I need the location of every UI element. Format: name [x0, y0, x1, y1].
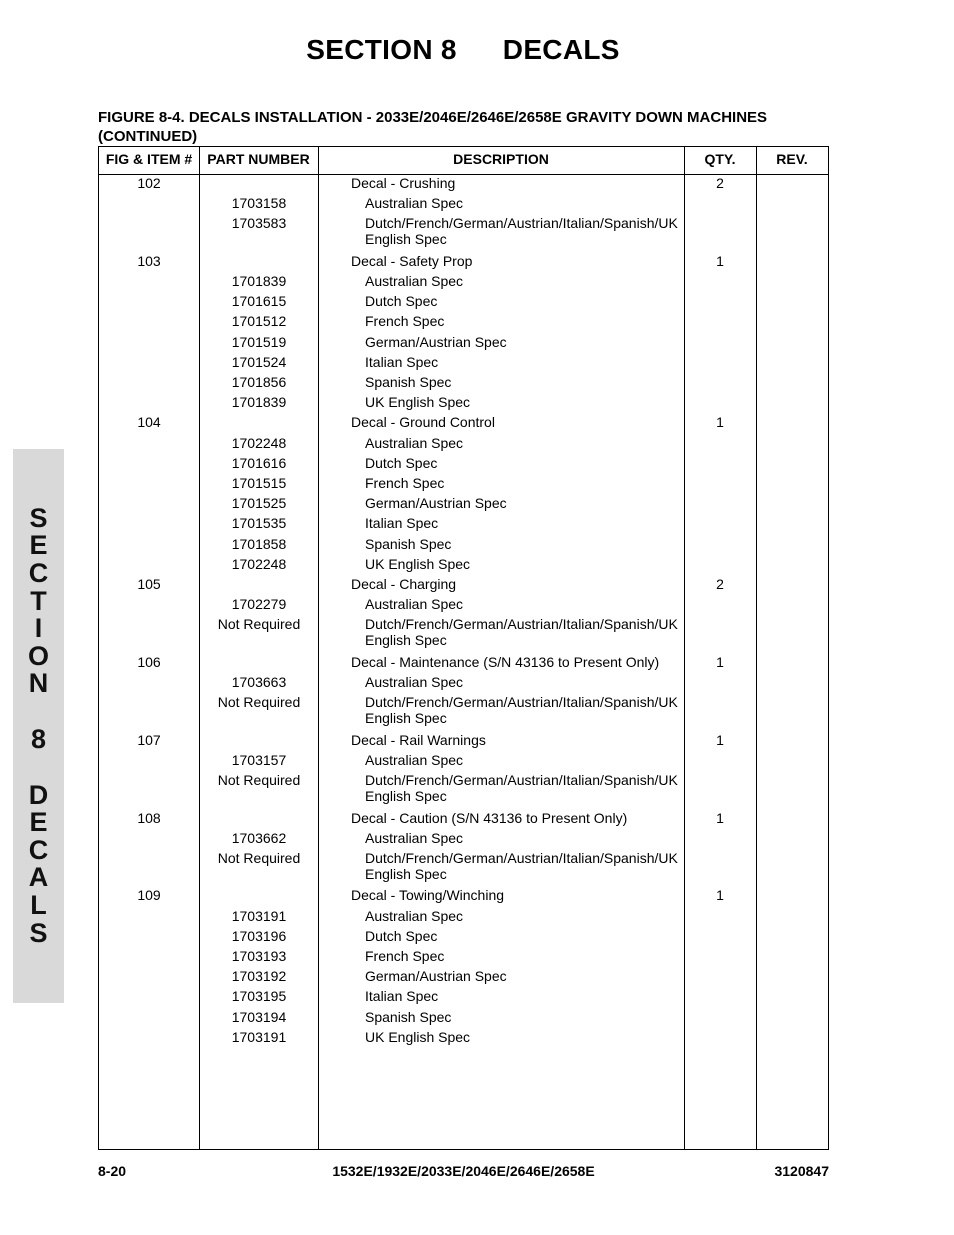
table-row — [99, 654, 828, 674]
qty-cell: 1 — [716, 887, 724, 904]
side-tab-letter: E — [29, 807, 48, 838]
table-row — [99, 596, 828, 616]
table-row — [99, 556, 828, 576]
table-row — [99, 414, 828, 434]
description-cell: Decal - Safety Prop — [351, 252, 473, 269]
section-side-tab — [13, 449, 64, 1003]
description-cell: Dutch/French/German/Austrian/Italian/Spanish/UK English Spec — [365, 772, 678, 804]
table-row — [99, 273, 828, 293]
table-row — [99, 475, 828, 495]
description-cell: French Spec — [365, 313, 445, 330]
part-number-cell: 1701519 — [231, 333, 287, 350]
description-cell: Decal - Towing/Winching — [351, 887, 505, 904]
header-part-number: PART NUMBER — [207, 151, 310, 167]
description-cell: Italian Spec — [365, 515, 439, 532]
table-row — [99, 887, 828, 907]
description-cell: Australian Spec — [365, 434, 464, 451]
side-tab-letter: C — [28, 558, 49, 589]
fig-item-cell: 104 — [137, 414, 161, 431]
description-cell: Australian Spec — [365, 596, 464, 613]
table-row — [99, 374, 828, 394]
side-tab-letter: A — [28, 862, 49, 893]
table-row — [99, 215, 828, 253]
table-row — [99, 674, 828, 694]
description-cell: UK English Spec — [365, 1028, 471, 1045]
part-number-cell: 1701524 — [231, 353, 287, 370]
table-row — [99, 354, 828, 374]
side-tab-letter: C — [28, 834, 49, 865]
description-cell: Dutch Spec — [365, 927, 438, 944]
parts-table — [98, 146, 829, 1150]
table-row — [99, 253, 828, 273]
description-cell: French Spec — [365, 474, 445, 491]
table-row — [99, 435, 828, 455]
table-row — [99, 948, 828, 968]
part-number-cell: Not Required — [217, 694, 301, 711]
page-number: 8-20 — [98, 1163, 127, 1179]
table-row — [99, 313, 828, 333]
description-cell: Italian Spec — [365, 353, 439, 370]
qty-cell: 1 — [716, 809, 724, 826]
section-name: DECALS — [502, 34, 620, 65]
table-row — [99, 293, 828, 313]
part-number-cell: Not Required — [217, 849, 301, 866]
part-number-cell: 1701535 — [231, 515, 287, 532]
side-tab-letter: L — [30, 889, 47, 920]
description-cell: Australian Spec — [365, 273, 464, 290]
document-number: 3120847 — [774, 1163, 829, 1179]
side-tab-letter: 8 — [30, 724, 47, 754]
table-row — [99, 810, 828, 830]
qty-cell: 1 — [716, 252, 724, 269]
part-number-cell: 1701839 — [231, 394, 287, 411]
fig-item-cell: 105 — [137, 575, 161, 592]
description-cell: Australian Spec — [365, 673, 464, 690]
description-cell: German/Austrian Spec — [365, 333, 507, 350]
header-qty: QTY. — [704, 151, 736, 167]
table-row — [99, 515, 828, 535]
table-row — [99, 908, 828, 928]
part-number-cell: 1703191 — [231, 907, 287, 924]
part-number-cell: 1701856 — [231, 374, 287, 390]
table-row — [99, 1009, 828, 1029]
table-row — [99, 536, 828, 556]
part-number-cell: 1703157 — [231, 751, 287, 768]
description-cell: Australian Spec — [365, 751, 464, 768]
section-heading — [0, 34, 926, 66]
part-number-cell: 1701615 — [231, 293, 287, 310]
table-row — [99, 1029, 828, 1049]
part-number-cell: 1702279 — [231, 596, 287, 613]
side-tab-letter: T — [30, 585, 47, 616]
qty-cell: 1 — [716, 653, 724, 670]
table-row — [99, 928, 828, 948]
part-number-cell: 1703583 — [231, 215, 287, 232]
description-cell: Decal - Caution (S/N 43136 to Present Only) — [351, 809, 628, 826]
table-row — [99, 850, 828, 888]
description-cell: Dutch Spec — [365, 293, 438, 310]
description-cell: French Spec — [365, 947, 445, 964]
fig-item-cell: 106 — [137, 653, 161, 670]
description-cell: Decal - Rail Warnings — [351, 731, 486, 748]
part-number-cell: 1701515 — [231, 474, 287, 491]
fig-item-cell: 108 — [137, 809, 161, 826]
side-tab-letter: D — [28, 779, 49, 810]
side-tab-letter: S — [29, 502, 48, 533]
table-row — [99, 772, 828, 810]
description-cell: Dutch/French/German/Austrian/Italian/Spanish/UK English Spec — [365, 215, 678, 248]
table-header — [99, 147, 828, 175]
description-cell: UK English Spec — [365, 555, 471, 572]
table-row — [99, 830, 828, 850]
qty-cell: 2 — [716, 575, 724, 592]
side-tab-letter: N — [28, 668, 49, 699]
description-cell: Australian Spec — [365, 829, 464, 846]
description-cell: Australian Spec — [365, 907, 464, 924]
description-cell: Spanish Spec — [365, 535, 452, 552]
table-row — [99, 455, 828, 475]
table-row — [99, 732, 828, 752]
qty-cell: 1 — [716, 731, 724, 748]
description-cell: Australian Spec — [365, 195, 464, 212]
description-cell: Dutch/French/German/Austrian/Italian/Spanish/UK English Spec — [365, 694, 678, 727]
figure-title: FIGURE 8-4. DECALS INSTALLATION - 2033E/2046E/2646E/2658E GRAVITY DOWN MACHINES (CONTINUED) — [98, 109, 768, 145]
part-number-cell: 1701525 — [231, 495, 287, 512]
table-row — [99, 616, 828, 654]
table-row — [99, 394, 828, 414]
description-cell: Dutch/French/German/Austrian/Italian/Spanish/UK English Spec — [365, 849, 678, 882]
description-cell: German/Austrian Spec — [365, 968, 507, 985]
description-cell: Dutch/French/German/Austrian/Italian/Spanish/UK English Spec — [365, 616, 678, 649]
description-cell: Decal - Ground Control — [351, 414, 495, 431]
part-number-cell: 1703195 — [231, 988, 287, 1005]
part-number-cell: 1703662 — [231, 829, 287, 846]
table-row — [99, 495, 828, 515]
qty-cell: 1 — [716, 414, 724, 431]
qty-cell: 2 — [716, 175, 724, 191]
description-cell: Italian Spec — [365, 988, 439, 1005]
table-row — [99, 334, 828, 354]
part-number-cell: 1703192 — [231, 968, 287, 985]
description-cell: Spanish Spec — [365, 374, 452, 390]
part-number-cell: 1703158 — [231, 195, 287, 212]
table-row — [99, 175, 828, 195]
side-tab-letter: S — [29, 917, 48, 948]
part-number-cell: Not Required — [217, 772, 301, 788]
description-cell: German/Austrian Spec — [365, 495, 507, 512]
table-row — [99, 988, 828, 1008]
fig-item-cell: 107 — [137, 731, 161, 748]
description-cell: Dutch Spec — [365, 454, 438, 471]
description-cell: Decal - Charging — [351, 575, 457, 592]
table-row — [99, 195, 828, 215]
part-number-cell: 1702248 — [231, 434, 287, 451]
part-number-cell: 1703663 — [231, 673, 287, 690]
header-rev: REV. — [776, 151, 808, 167]
part-number-cell: 1701512 — [231, 313, 287, 330]
header-fig-item: FIG & ITEM # — [105, 151, 193, 167]
header-description: DESCRIPTION — [453, 151, 549, 167]
footer-models: 1532E/1932E/2033E/2046E/2646E/2658E — [332, 1163, 595, 1179]
table-row — [99, 752, 828, 772]
part-number-cell: 1701839 — [231, 273, 287, 290]
description-cell: Decal - Maintenance (S/N 43136 to Present Only) — [351, 653, 660, 670]
part-number-cell: 1701616 — [231, 454, 287, 471]
part-number-cell: 1703191 — [231, 1028, 287, 1045]
fig-item-cell: 102 — [137, 175, 161, 191]
side-tab-letter: I — [34, 613, 43, 644]
table-row — [99, 694, 828, 732]
part-number-cell: Not Required — [217, 616, 301, 633]
part-number-cell: 1703193 — [231, 947, 287, 964]
fig-item-cell: 109 — [137, 887, 161, 904]
description-cell: Spanish Spec — [365, 1008, 452, 1025]
description-cell: Decal - Crushing — [351, 175, 456, 191]
page-footer — [98, 1163, 829, 1183]
section-label: SECTION 8 — [306, 34, 457, 65]
table-row — [99, 576, 828, 596]
part-number-cell: 1703196 — [231, 927, 287, 944]
part-number-cell: 1703194 — [231, 1008, 287, 1025]
table-row — [99, 968, 828, 988]
table-body — [99, 175, 828, 1049]
part-number-cell: 1702248 — [231, 555, 287, 572]
side-tab-letter: O — [27, 640, 49, 671]
fig-item-cell: 103 — [137, 252, 161, 269]
description-cell: UK English Spec — [365, 394, 471, 411]
part-number-cell: 1701858 — [231, 535, 287, 552]
side-tab-letter: E — [29, 530, 48, 561]
